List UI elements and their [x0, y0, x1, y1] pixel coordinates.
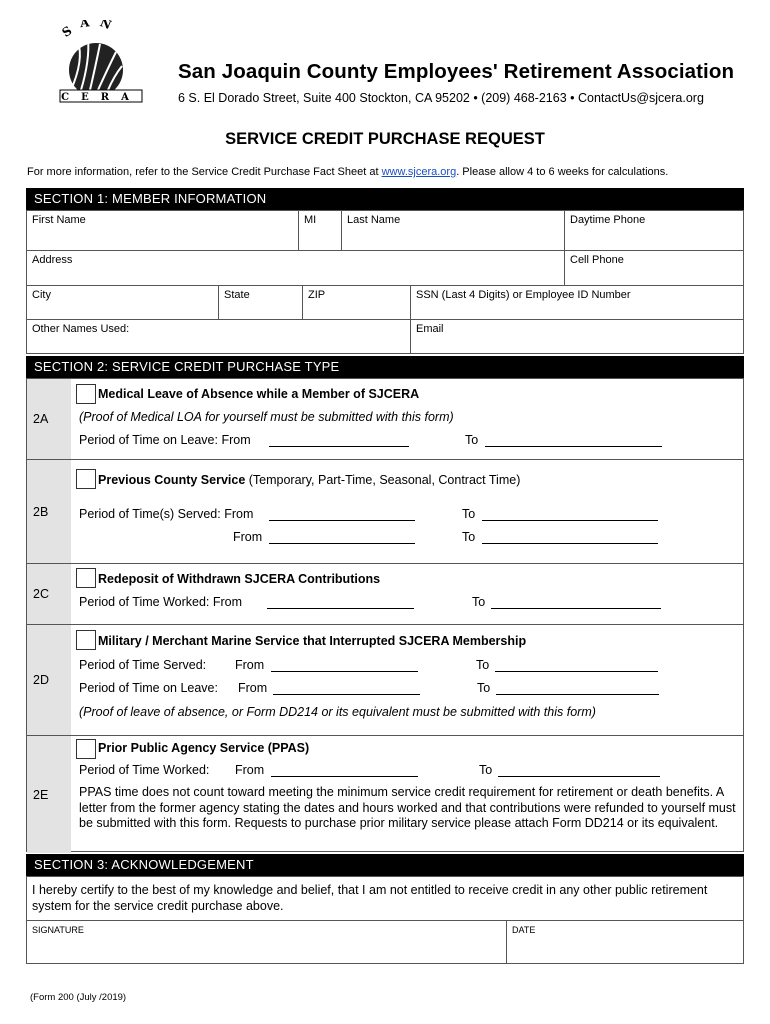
organization-name: San Joaquin County Employees' Retirement Association — [178, 60, 735, 83]
code-2a: 2A — [27, 379, 71, 459]
logo-arc-text: SAN — [59, 20, 122, 40]
daytime-phone-field[interactable] — [565, 211, 743, 251]
to-2d-label-2: To — [477, 681, 491, 695]
section2-table — [26, 378, 744, 852]
email-field[interactable] — [411, 320, 743, 354]
to-2b-label-2: To — [462, 530, 476, 544]
cell-phone-label: Cell Phone — [570, 254, 624, 266]
from-2b-line-1[interactable] — [269, 520, 415, 521]
from-2e-line[interactable] — [271, 776, 418, 777]
to-2c-label: To — [472, 595, 486, 609]
from-2b-label-2: From — [233, 530, 263, 544]
acknowledgement-statement: I hereby certify to the best of my knowledge and belief, that I am not entitled to receive credit in any other public retirement system for the service credit purchase above. — [32, 883, 708, 913]
date-label: DATE — [512, 925, 536, 935]
divider-2c — [27, 624, 743, 625]
from-2e-label: From — [235, 763, 265, 777]
zip-label: ZIP — [308, 289, 326, 301]
to-2d-line-2[interactable] — [496, 694, 659, 695]
logo-cera-text: CERA — [61, 92, 141, 103]
to-2c-line[interactable] — [491, 608, 661, 609]
to-2d-label-1: To — [476, 658, 490, 672]
period-2a-label: Period of Time on Leave: From — [79, 433, 251, 447]
intro-text — [27, 166, 668, 178]
address-label: Address — [32, 254, 73, 266]
to-2b-line-2[interactable] — [482, 543, 658, 544]
sjcera-logo — [26, 20, 158, 104]
title-2a-text: Medical Leave of Absence while a Member of SJCERA — [98, 387, 420, 401]
divider-2a — [27, 459, 743, 460]
title-2e — [98, 741, 309, 755]
to-2b-label-1: To — [462, 507, 476, 521]
state-label: State — [224, 289, 250, 301]
divider-2b — [27, 563, 743, 564]
to-2e-label: To — [479, 763, 493, 777]
form-number: (Form 200 (July /2019) — [30, 992, 127, 1003]
last-name-label: Last Name — [347, 214, 401, 226]
cell-phone-field[interactable] — [565, 251, 743, 286]
zip-field[interactable] — [303, 286, 411, 320]
checkbox-2e[interactable] — [76, 739, 96, 759]
ssn-field[interactable] — [411, 286, 743, 320]
code-2c: 2C — [27, 564, 71, 624]
divider-2d — [27, 735, 743, 736]
last-name-field[interactable] — [342, 211, 565, 251]
first-name-label: First Name — [32, 214, 86, 226]
to-2e-line[interactable] — [498, 776, 660, 777]
checkbox-2b[interactable] — [76, 469, 96, 489]
first-name-field[interactable] — [27, 211, 299, 251]
sjcera-link[interactable]: www.sjcera.org — [381, 166, 457, 178]
title-2b-text: Previous County Service — [98, 473, 246, 487]
section2-heading: SECTION 2: SERVICE CREDIT PURCHASE TYPE — [26, 356, 744, 378]
city-label: City — [32, 289, 51, 301]
city-field[interactable] — [27, 286, 219, 320]
to-2b-line-1[interactable] — [482, 520, 658, 521]
to-2a-line[interactable] — [485, 446, 662, 447]
other-names-field[interactable] — [27, 320, 411, 354]
title-2c-text: Redeposit of Withdrawn SJCERA Contributions — [98, 572, 381, 586]
code-2d: 2D — [27, 625, 71, 735]
ssn-label: SSN (Last 4 Digits) or Employee ID Number — [416, 289, 631, 301]
mi-label: MI — [304, 214, 317, 226]
code-2e: 2E — [27, 736, 71, 853]
code-2b: 2B — [27, 460, 71, 563]
from-2d-line-1[interactable] — [271, 671, 418, 672]
section1-table — [26, 210, 744, 354]
form-title: SERVICE CREDIT PURCHASE REQUEST — [225, 130, 545, 148]
title-2a — [98, 387, 419, 401]
intro-after: . Please allow 4 to 6 weeks for calculations. — [456, 166, 669, 178]
mi-field[interactable] — [299, 211, 342, 251]
other-names-label: Other Names Used: — [32, 323, 130, 335]
section3-table — [26, 876, 744, 964]
title-2b — [98, 473, 520, 487]
title-2c — [98, 572, 380, 586]
signature-field[interactable] — [27, 921, 507, 963]
section3-heading: SECTION 3: ACKNOWLEDGEMENT — [26, 854, 744, 876]
period-2e-label: Period of Time Worked: — [79, 763, 210, 777]
note-2a: (Proof of Medical LOA for yourself must be submitted with this form) — [79, 410, 454, 424]
checkbox-2c[interactable] — [76, 568, 96, 588]
intro-before: For more information, refer to the Service Credit Purchase Fact Sheet at — [27, 166, 382, 178]
checkbox-2d[interactable] — [76, 630, 96, 650]
from-2d-label-2: From — [238, 681, 268, 695]
to-2d-line-1[interactable] — [495, 671, 658, 672]
title-2e-text: Prior Public Agency Service (PPAS) — [98, 741, 310, 755]
from-2d-label-1: From — [235, 658, 265, 672]
checkbox-2a[interactable] — [76, 384, 96, 404]
period-2d-leave-label: Period of Time on Leave: — [79, 681, 218, 695]
email-label: Email — [416, 323, 444, 335]
note-2d: (Proof of leave of absence, or Form DD214 or its equivalent must be submitted with this form) — [79, 705, 596, 719]
title-2d-text: Military / Merchant Marine Service that Interrupted SJCERA Membership — [98, 634, 527, 648]
period-2d-served-label: Period of Time Served: — [79, 658, 207, 672]
period-2c-label: Period of Time Worked: From — [79, 595, 243, 609]
organization-address: 6 S. El Dorado Street, Suite 400 Stockton, CA 95202 • (209) 468-2163 • ContactUs@sjcera.org — [178, 91, 704, 105]
from-2d-line-2[interactable] — [273, 694, 420, 695]
note-2e: PPAS time does not count toward meeting the minimum service credit requirement for retirement or death benefits. A letter from the former agency stating the dates and hours worked and that contributions were refunded to yourself must be submitted with this form. Requests to purchase prior military service please attach Form DD214 or its equivalent. — [79, 785, 736, 830]
signature-label: SIGNATURE — [32, 925, 84, 935]
from-2a-line[interactable] — [269, 446, 409, 447]
section1-heading: SECTION 1: MEMBER INFORMATION — [26, 188, 744, 210]
to-2a-label: To — [465, 433, 479, 447]
title-2d — [98, 634, 526, 648]
from-2b-line-2[interactable] — [269, 543, 415, 544]
from-2c-line[interactable] — [267, 608, 414, 609]
state-field[interactable] — [219, 286, 303, 320]
title-2b-suffix: (Temporary, Part-Time, Seasonal, Contract Time) — [245, 473, 521, 487]
daytime-phone-label: Daytime Phone — [570, 214, 646, 226]
period-2b-label: Period of Time(s) Served: From — [79, 507, 254, 521]
address-field[interactable] — [27, 251, 565, 286]
date-field[interactable] — [507, 921, 743, 963]
